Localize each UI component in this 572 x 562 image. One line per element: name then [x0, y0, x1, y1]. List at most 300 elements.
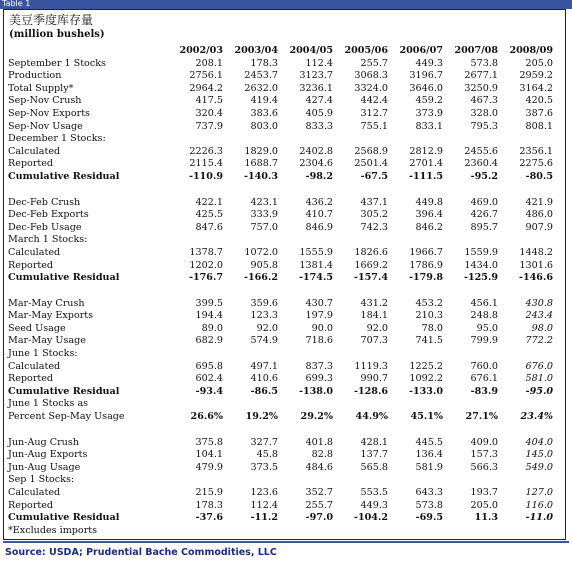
cell-value: 399.5	[195, 297, 223, 309]
cell-value: -133.0	[408, 385, 443, 397]
cell-value: 127.0	[525, 487, 553, 498]
table-row	[6, 310, 553, 323]
cell-value	[443, 184, 498, 197]
table-row	[6, 58, 553, 71]
cell-value: 426.7	[470, 209, 498, 221]
cell-value: 3236.1	[299, 82, 333, 94]
cell-value: 1688.7	[244, 158, 278, 170]
cell-value: 479.9	[195, 461, 223, 473]
stocks-table	[6, 45, 553, 537]
cell-value	[498, 234, 553, 247]
cell-value: 755.1	[360, 120, 388, 132]
table-row	[6, 474, 553, 487]
cell-value: 741.5	[415, 335, 443, 347]
cell-value: 333.9	[250, 209, 278, 221]
table-label: Table 1	[2, 0, 31, 8]
cell-value: 2632.0	[244, 82, 278, 94]
cell-value: 907.9	[525, 221, 553, 233]
cell-value: -80.5	[525, 170, 553, 182]
cell-value: 417.5	[195, 95, 223, 107]
row-label: Mar-May Usage	[8, 335, 86, 347]
cell-value	[388, 184, 443, 197]
row-label: Calculated	[8, 246, 61, 258]
table-row	[6, 133, 553, 146]
cell-value: 427.4	[305, 95, 333, 107]
cell-value: 772.2	[525, 335, 553, 347]
cell-value: -37.6	[195, 512, 223, 524]
cell-value: 112.4	[250, 499, 278, 511]
cell-value: 320.4	[195, 107, 223, 119]
row-label: Reported	[8, 373, 54, 385]
cell-value: 205.0	[525, 57, 553, 69]
cell-value: 396.4	[415, 209, 443, 221]
table-row	[6, 449, 553, 462]
cell-value: 3164.2	[519, 82, 553, 94]
row-label: Jun-Aug Exports	[8, 449, 88, 461]
cell-value: 327.7	[250, 436, 278, 448]
cell-value	[168, 398, 223, 411]
cell-value: 409.0	[470, 436, 498, 448]
cell-value: 3250.9	[464, 82, 498, 94]
table-row	[6, 373, 553, 386]
table-row	[6, 437, 553, 450]
cell-value: 847.6	[195, 221, 223, 233]
table-row	[6, 222, 553, 235]
cell-value	[168, 348, 223, 361]
row-label	[6, 424, 168, 437]
cell-value: 27.1%	[465, 411, 498, 423]
cell-value: 1555.9	[299, 246, 333, 258]
table-label-bar	[0, 0, 572, 9]
cell-value: 895.7	[470, 221, 498, 233]
cell-value: -125.9	[463, 272, 498, 284]
cell-value: 436.2	[305, 196, 333, 208]
cell-value: 445.5	[415, 436, 443, 448]
cell-value: 795.3	[470, 120, 498, 132]
cell-value	[333, 133, 388, 146]
cell-value: -140.3	[243, 170, 278, 182]
cell-value: 26.6%	[190, 411, 223, 423]
row-label: Calculated	[8, 145, 61, 157]
row-label: Cumulative Residual	[8, 272, 120, 284]
cell-value: -146.6	[518, 272, 553, 284]
row-label: Dec-Feb Crush	[8, 196, 81, 208]
cell-value	[443, 348, 498, 361]
cell-value: 1826.6	[354, 246, 388, 258]
cell-value	[443, 133, 498, 146]
cell-value: 425.5	[195, 209, 223, 221]
cell-value: 422.1	[195, 196, 223, 208]
table-row	[6, 285, 553, 298]
cell-value: 497.1	[250, 360, 278, 372]
cell-value: 3196.7	[409, 70, 443, 82]
cell-value	[333, 348, 388, 361]
cell-value: 549.0	[525, 461, 553, 473]
table-row	[6, 95, 553, 108]
cell-value: 137.7	[360, 449, 388, 461]
cell-value	[333, 234, 388, 247]
cell-value: 449.3	[360, 499, 388, 511]
cell-value: 1669.2	[354, 259, 388, 271]
cell-value: 89.0	[201, 322, 223, 334]
cell-value	[168, 424, 223, 437]
row-label: Calculated	[8, 360, 61, 372]
cell-value	[278, 133, 333, 146]
cell-value	[443, 424, 498, 437]
table-row	[6, 260, 553, 273]
cell-value: 116.0	[525, 499, 553, 511]
cell-value: 404.0	[525, 436, 553, 448]
cell-value: 456.1	[470, 297, 498, 309]
cell-value: 757.0	[250, 221, 278, 233]
cell-value: 373.5	[250, 461, 278, 473]
cell-value: 387.6	[525, 107, 553, 119]
cell-value: 373.9	[415, 107, 443, 119]
cell-value: 178.3	[195, 499, 223, 511]
cell-value	[498, 474, 553, 487]
col-header: 2004/05	[289, 45, 333, 56]
cell-value	[223, 398, 278, 411]
cell-value: 486.0	[525, 209, 553, 221]
cell-value: 453.2	[415, 297, 443, 309]
table-body	[6, 58, 553, 538]
col-header: 2008/09	[509, 45, 553, 56]
cell-value	[443, 285, 498, 298]
cell-value: 574.9	[250, 335, 278, 347]
cell-value: 420.5	[525, 95, 553, 107]
row-label: Calculated	[8, 487, 61, 498]
table-row	[6, 272, 553, 285]
cell-value: 2812.9	[409, 145, 443, 157]
row-label: Reported	[8, 499, 54, 511]
cell-value: 255.7	[360, 57, 388, 69]
row-label: Seed Usage	[8, 322, 66, 334]
cell-value	[223, 525, 278, 538]
cell-value: 410.6	[250, 373, 278, 385]
cell-value: 194.4	[195, 310, 223, 322]
row-label: March 1 Stocks:	[8, 234, 88, 246]
cell-value	[388, 398, 443, 411]
row-label: June 1 Stocks:	[8, 348, 78, 360]
row-label	[6, 285, 168, 298]
cell-value: 92.0	[256, 322, 278, 334]
header-blank	[6, 45, 168, 58]
cell-value: 2453.7	[244, 70, 278, 82]
cell-value: 423.1	[250, 196, 278, 208]
cell-value: -97.0	[305, 512, 333, 524]
cell-value: 2356.1	[519, 145, 553, 157]
cell-value: 112.4	[305, 57, 333, 69]
cell-value: 305.2	[360, 209, 388, 221]
cell-value: 1092.2	[409, 373, 443, 385]
col-header: 2006/07	[399, 45, 443, 56]
cell-value: -128.6	[353, 385, 388, 397]
row-label: Cumulative Residual	[8, 170, 120, 182]
cell-value: 45.8	[256, 449, 278, 461]
cell-value: 2226.3	[189, 145, 223, 157]
cell-value	[168, 234, 223, 247]
cell-value: -104.2	[353, 512, 388, 524]
source-bar	[3, 541, 569, 560]
cell-value: -67.5	[360, 170, 388, 182]
cell-value: 419.4	[250, 95, 278, 107]
cell-value	[498, 525, 553, 538]
cell-value: 459.2	[415, 95, 443, 107]
cell-value	[223, 133, 278, 146]
row-label: Jun-Aug Usage	[8, 461, 81, 473]
cell-value: 123.3	[250, 310, 278, 322]
table-row	[6, 525, 553, 538]
row-label: Sep-Nov Crush	[8, 95, 82, 107]
table-row	[6, 462, 553, 475]
cell-value: 428.1	[360, 436, 388, 448]
cell-value	[333, 398, 388, 411]
cell-value: 581.0	[525, 373, 553, 385]
table-row	[6, 146, 553, 159]
cell-value	[498, 285, 553, 298]
cell-value: 1301.6	[519, 259, 553, 271]
cell-value: 846.2	[415, 221, 443, 233]
cell-value: 707.3	[360, 335, 388, 347]
cell-value: 553.5	[360, 487, 388, 498]
cell-value	[333, 184, 388, 197]
table-row	[6, 361, 553, 374]
cell-value: 1829.0	[244, 145, 278, 157]
cell-value: 1966.7	[409, 246, 443, 258]
cell-value: 565.8	[360, 461, 388, 473]
cell-value	[278, 285, 333, 298]
cell-value	[388, 474, 443, 487]
cell-value: 1072.0	[244, 246, 278, 258]
cell-value: 2360.4	[464, 158, 498, 170]
cell-value	[168, 133, 223, 146]
cell-value	[443, 398, 498, 411]
cell-value	[443, 474, 498, 487]
table-row	[6, 70, 553, 83]
cell-value: 205.0	[470, 499, 498, 511]
cell-value	[278, 424, 333, 437]
cell-value: 215.9	[195, 487, 223, 498]
cell-value: -69.5	[415, 512, 443, 524]
table-row	[6, 335, 553, 348]
cell-value: 1119.3	[354, 360, 388, 372]
cell-value: 1202.0	[189, 259, 223, 271]
row-label: Cumulative Residual	[8, 385, 120, 397]
cell-value: 808.1	[525, 120, 553, 132]
cell-value	[333, 285, 388, 298]
table-row	[6, 398, 553, 411]
cell-value: 90.0	[311, 322, 333, 334]
cell-value	[388, 424, 443, 437]
cell-value	[278, 398, 333, 411]
cell-value: -83.9	[470, 385, 498, 397]
cell-value: -157.4	[353, 272, 388, 284]
row-label: *Excludes imports	[8, 524, 98, 536]
cell-value: 145.0	[525, 449, 553, 461]
cell-value	[333, 424, 388, 437]
row-label: Total Supply*	[8, 82, 74, 94]
cell-value: 430.7	[305, 297, 333, 309]
cell-value: 742.3	[360, 221, 388, 233]
table-row	[6, 121, 553, 134]
table-row	[6, 171, 553, 184]
cell-value: 602.4	[195, 373, 223, 385]
row-label: Production	[8, 70, 62, 82]
row-label: Sep 1 Stocks:	[8, 474, 75, 486]
cell-value	[388, 285, 443, 298]
cell-value	[443, 525, 498, 538]
cell-value: -176.7	[188, 272, 223, 284]
cell-value: 401.8	[305, 436, 333, 448]
cell-value	[498, 133, 553, 146]
cell-value	[498, 424, 553, 437]
cell-value: -95.2	[470, 170, 498, 182]
cell-value: 2756.1	[189, 70, 223, 82]
cell-value: 2677.1	[464, 70, 498, 82]
cell-value: 29.2%	[300, 411, 333, 423]
row-label: Dec-Feb Usage	[8, 221, 82, 233]
row-label: Reported	[8, 158, 54, 170]
cell-value: 11.3	[474, 512, 498, 524]
cell-value: 23.4%	[520, 411, 553, 423]
table-row	[6, 323, 553, 336]
row-label: June 1 Stocks as	[8, 398, 89, 410]
cell-value: 676.0	[525, 360, 553, 372]
header-row	[6, 45, 553, 58]
cell-value: 846.9	[305, 221, 333, 233]
cell-value: 431.2	[360, 297, 388, 309]
cell-value: -86.5	[250, 385, 278, 397]
cell-value	[278, 474, 333, 487]
cell-value: 421.9	[525, 196, 553, 208]
table-row	[6, 487, 553, 500]
table-row	[6, 500, 553, 513]
cell-value	[278, 234, 333, 247]
cell-value: 695.8	[195, 360, 223, 372]
cell-value	[168, 525, 223, 538]
cell-value: 136.4	[415, 449, 443, 461]
col-header: 2002/03	[179, 45, 223, 56]
cell-value: -110.9	[188, 170, 223, 182]
cell-value: 19.2%	[245, 411, 278, 423]
cell-value: -179.8	[408, 272, 443, 284]
cell-value: 45.1%	[410, 411, 443, 423]
cell-value: 197.9	[305, 310, 333, 322]
cell-value: 3068.3	[354, 70, 388, 82]
cell-value: 833.3	[305, 120, 333, 132]
cell-value: -138.0	[298, 385, 333, 397]
cell-value	[278, 348, 333, 361]
cell-value: 449.8	[415, 196, 443, 208]
cell-value: 581.9	[415, 461, 443, 473]
cell-value: 2964.2	[189, 82, 223, 94]
row-label: Jun-Aug Crush	[8, 436, 79, 448]
cell-value: 760.0	[470, 360, 498, 372]
cell-value	[223, 474, 278, 487]
cell-value: -111.5	[408, 170, 443, 182]
cell-value: 2402.8	[299, 145, 333, 157]
table-row	[6, 209, 553, 222]
col-header: 2007/08	[454, 45, 498, 56]
table-row	[6, 512, 553, 525]
cell-value: 95.0	[476, 322, 498, 334]
cell-value: 699.3	[305, 373, 333, 385]
cell-value: 123.6	[250, 487, 278, 498]
cell-value: 2304.6	[299, 158, 333, 170]
cell-value: 193.7	[470, 487, 498, 498]
row-label: Sep-Nov Usage	[8, 120, 83, 132]
cell-value: 405.9	[305, 107, 333, 119]
cell-value: 157.3	[470, 449, 498, 461]
row-label: Cumulative Residual	[8, 512, 120, 524]
col-header: 2003/04	[234, 45, 278, 56]
cell-value: 469.0	[470, 196, 498, 208]
cell-value	[498, 348, 553, 361]
cell-value: 437.1	[360, 196, 388, 208]
cell-value	[333, 474, 388, 487]
row-label: September 1 Stocks	[8, 57, 106, 69]
row-label: Reported	[8, 259, 54, 271]
cell-value: 383.6	[250, 107, 278, 119]
cell-value: 566.3	[470, 461, 498, 473]
cell-value: 449.3	[415, 57, 443, 69]
cell-value: 2115.4	[189, 158, 223, 170]
cell-value: 3123.7	[299, 70, 333, 82]
cell-value: 442.4	[360, 95, 388, 107]
cell-value: 803.0	[250, 120, 278, 132]
cell-value	[388, 348, 443, 361]
cell-value: 98.0	[531, 322, 553, 334]
cell-value: 2959.2	[519, 70, 553, 82]
cell-value: 2568.9	[354, 145, 388, 157]
cell-value: 467.3	[470, 95, 498, 107]
cell-value: 905.8	[250, 259, 278, 271]
cell-value: 44.9%	[355, 411, 388, 423]
cell-value: 1434.0	[464, 259, 498, 271]
cell-value: 2455.6	[464, 145, 498, 157]
cell-value: 92.0	[366, 322, 388, 334]
table-row	[6, 411, 553, 424]
cell-value: 1786.9	[409, 259, 443, 271]
units-subtitle: (million bushels)	[9, 29, 105, 40]
cell-value	[223, 234, 278, 247]
table-row	[6, 158, 553, 171]
table-row	[6, 247, 553, 260]
cell-value: 2701.4	[409, 158, 443, 170]
cell-value: 430.8	[525, 297, 553, 309]
table-row	[6, 83, 553, 96]
cell-value: 375.8	[195, 436, 223, 448]
cell-value: 1378.7	[189, 246, 223, 258]
row-label: Mar-May Exports	[8, 310, 94, 322]
cell-value: 1559.9	[464, 246, 498, 258]
cell-value: 1225.2	[409, 360, 443, 372]
table-row	[6, 234, 553, 247]
row-label: Dec-Feb Exports	[8, 209, 89, 221]
table-row	[6, 348, 553, 361]
cell-value	[333, 525, 388, 538]
source-note: Source: USDA; Prudential Bache Commodities, LLC	[5, 547, 277, 558]
cell-value: 990.7	[360, 373, 388, 385]
cell-value: 3324.0	[354, 82, 388, 94]
cell-value	[223, 184, 278, 197]
cell-value: 328.0	[470, 107, 498, 119]
cell-value: 410.7	[305, 209, 333, 221]
cell-value: 184.1	[360, 310, 388, 322]
cell-value: -95.0	[525, 385, 553, 397]
table-row	[6, 298, 553, 311]
cell-value	[168, 474, 223, 487]
